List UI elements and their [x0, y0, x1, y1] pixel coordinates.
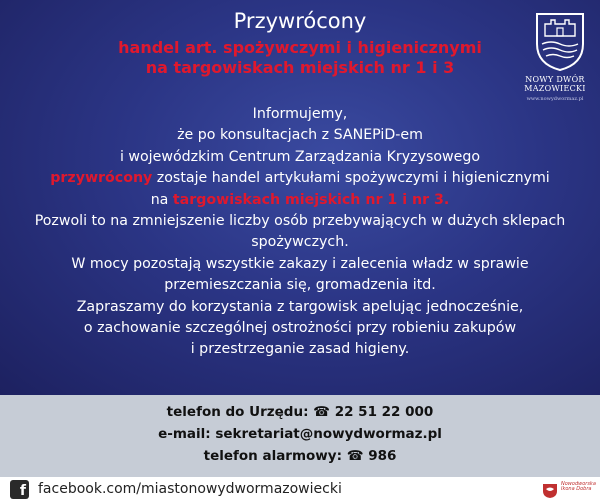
email-link[interactable]: sekretariat@nowydwormaz.pl [215, 426, 442, 442]
office-phone-label: telefon do Urzędu: [166, 404, 314, 420]
body-line: o zachowanie szczególnej ostrożności przy robieniu zakupów [83, 320, 517, 337]
announcement-body [0, 104, 600, 361]
body-line [0, 168, 600, 189]
body-line: Informujemy, [252, 106, 348, 122]
body-line: Pozwoli to na zmniejszenie liczby osób przebywających w dużych sklepach [34, 213, 566, 230]
body-line: spożywczych. [251, 234, 349, 251]
page-title: Przywrócony [233, 9, 367, 33]
highlight-restored: przywrócony [50, 170, 153, 187]
town-crest-icon [533, 10, 587, 72]
town-name-line-1: NOWY DWÓR [525, 75, 585, 84]
alarm-phone[interactable]: ☎ 986 [346, 448, 397, 464]
email-row [0, 426, 600, 442]
body-line: że po konsultacjach z SANEPiD-em [177, 127, 423, 144]
subtitle-line-2: na targowiskach miejskich nr 1 i 3 [145, 58, 455, 77]
highlight-markets: targowiskach miejskich nr 1 i nr 3. [172, 191, 450, 208]
facebook-link[interactable]: facebook.com/miastonowydwormazowiecki [38, 481, 342, 497]
town-name-line-2: MAZOWIECKI [524, 84, 586, 93]
town-url: www.nowydwormaz.pl [526, 96, 584, 102]
body-line-prefix: na [150, 191, 173, 208]
body-line: Zapraszamy do korzystania z targowisk apelując jednocześnie, [76, 298, 524, 315]
body-line: przemieszczania się, gromadzenia itd. [164, 277, 436, 294]
subtitle-line-1: handel art. spożywczymi i higienicznymi [118, 38, 482, 57]
alarm-phone-label: telefon alarmowy: [203, 448, 347, 464]
body-line: W mocy pozostają wszystkie zakazy i zalecenia władz w sprawie [71, 255, 529, 272]
body-line: i przestrzeganie zasad higieny. [190, 341, 410, 358]
email-label: e-mail: [158, 426, 216, 442]
alarm-phone-row [0, 448, 600, 464]
office-phone-row [0, 404, 600, 420]
charity-logo-icon [541, 481, 559, 499]
facebook-icon[interactable]: f [10, 480, 29, 499]
body-line [0, 190, 600, 211]
body-line-rest: zostaje handel artykułami spożywczymi i higienicznymi [152, 170, 550, 187]
office-phone[interactable]: ☎ 22 51 22 000 [313, 404, 434, 420]
contact-band [0, 395, 600, 477]
charity-logo-text: Nowodworska Ikona Dobra [561, 481, 596, 492]
body-line: i wojewódzkim Centrum Zarządzania Kryzysowego [119, 148, 481, 165]
footer [0, 477, 600, 503]
